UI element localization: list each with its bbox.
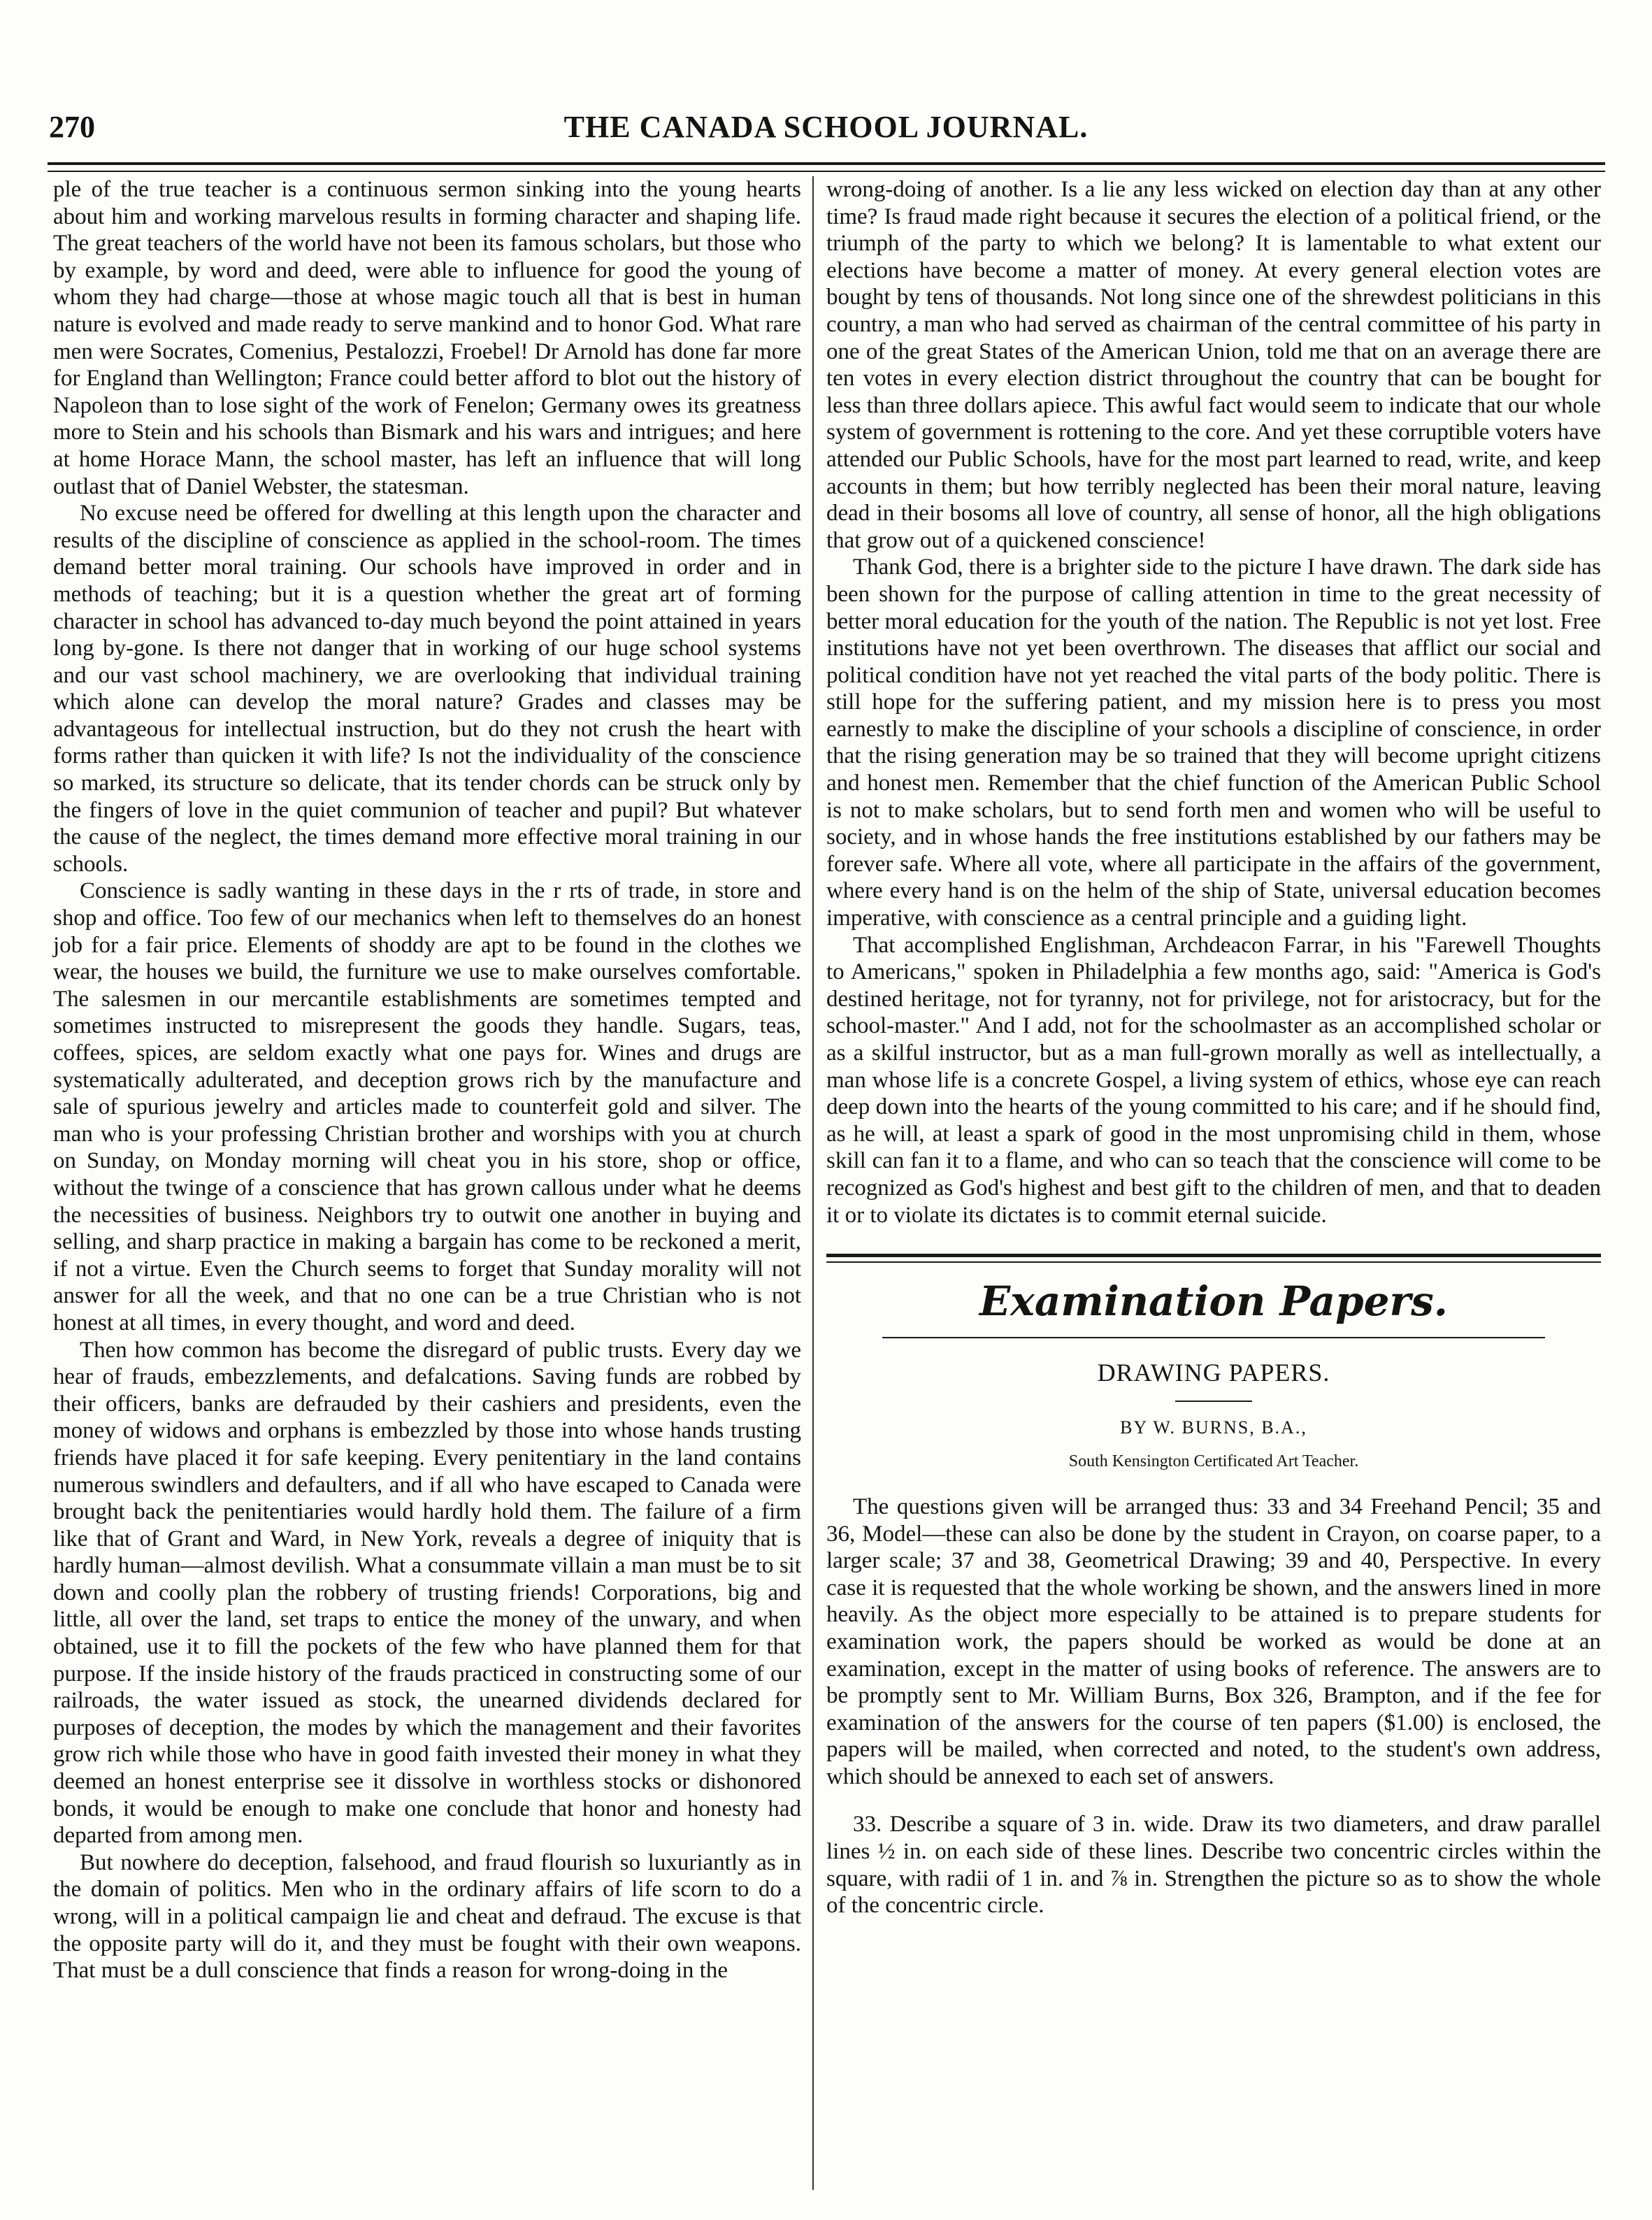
paragraph: That accomplished Englishman, Archdeacon Farrar, in his "Farewell Thoughts to Americans," spoken in Philadelphia a few months ago, said: "America is God's destined heritage, not for tyranny, not for privilege, not for aristocracy, but for the school-master." And I add, not for the schoolmaster as an accomplished scholar or as a skilful instructor, but as a man full-grown morally as well as intellectually, a man whose life is a concrete Gospel, a living system of ethics, whose eye can reach deep down into the hearts of the young committed to his care; and if he should find, as he will, at least a spark of good in the most unpromising child in them, whose skill can fan it to a flame, and who can so teach that the conscience will come to be recognized as God's highest and best gift to the children of men, and that to deaden it or to violate its dictates is to commit eternal suicide. [826, 932, 1601, 1228]
section-heading-rule [882, 1337, 1545, 1338]
page-number: 270 [49, 110, 95, 144]
column-divider [812, 176, 814, 2190]
left-column [53, 176, 801, 1984]
author-credential: South Kensington Certificated Art Teacher. [1068, 1452, 1359, 1471]
article-title: DRAWING PAPERS. [1097, 1359, 1330, 1387]
paragraph: ple of the true teacher is a continuous sermon sinking into the young hearts about him and working marvelous results in forming character and shaping life. The great teachers of the world have not been its famous scholars, but those who by example, by word and deed, were able to influence for good the young of whom they had charge—those at whose magic touch all that is best in human nature is evolved and made ready to serve mankind and to honor God. What rare men were Socrates, Comenius, Pestalozzi, Froebel! Dr Arnold has done far more for England than Wellington; France could better afford to blot out the history of Napoleon than to lose sight of the work of Fenelon; Germany owes its greatness more to Stein and his schools than Bismark and his wars and intrigues; and here at home Horace Mann, the school master, has left an influence that will long outlast that of Daniel Webster, the statesman. [53, 177, 801, 499]
header-rule-thin [48, 171, 1605, 172]
section-heading: Examination Papers. [979, 1277, 1448, 1326]
header-rule [48, 162, 1605, 165]
title-rule [1175, 1401, 1252, 1402]
question: 33. Describe a square of 3 in. wide. Draw its two diameters, and draw parallel lines ½ in. on each side of these lines. Describe two concentric circles within the square, with radii of 1 in. and ⅞ in. Strengthen the picture so as to show the whole of the concentric circle. [826, 1812, 1601, 1919]
right-column [826, 176, 1601, 1919]
paragraph: Conscience is sadly wanting in these days in the r rts of trade, in store and shop and office. Too few of our mechanics when left to themselves do an honest job for a fair price. Elements of shoddy are apt to be found in the clothes we wear, the houses we build, the furniture we use to make ourselves comfortable. The salesmen in our mercantile establishments are sometimes tempted and sometimes instructed to misrepresent the goods they handle. Sugars, teas, coffees, spices, are seldom exactly what one pays for. Wines and drugs are systematically adulterated, and deception grows rich by the manufacture and sale of spurious jewelry and articles made to counterfeit gold and silver. The man who is your professing Christian brother and worships with you at church on Sunday, on Monday morning will cheat you in his store, shop or office, without the twinge of a conscience that has grown callous under what he deems the necessities of business. Neighbors try to outwit one another in buying and selling, and sharp practice in making a bargain has come to be reckoned a merit, if not a virtue. Even the Church seems to forget that Sunday morality will not answer for all the week, and that no one can be a true Christian who is not honest at all times, in every thought, and word and deed. [53, 878, 801, 1335]
byline: BY W. BURNS, B.A., [1120, 1417, 1307, 1438]
section-rule-thin [826, 1261, 1601, 1263]
paragraph: No excuse need be offered for dwelling at this length upon the character and results of the discipline of conscience as applied in the school-room. The times demand better moral training. Our schools have improved in order and in methods of teaching; but it is a question whether the great art of forming character in school has advanced to-day much beyond the point attained in years long by-gone. Is there not danger that in working of our huge school systems and our vast school machinery, we are overlooking that individual training which alone can develop the moral nature? Grades and classes may be advantageous for intellectual instruction, but do they not crush the heart with forms rather than quicken it with life? Is not the individuality of the conscience so marked, its structure so delicate, that its tender chords can be struck only by the fingers of love in the quiet communion of teacher and pupil? But whatever the cause of the neglect, the times demand more effective moral training in our schools. [53, 501, 801, 877]
journal-title: THE CANADA SCHOOL JOURNAL. [563, 110, 1089, 144]
paragraph: Then how common has become the disregard of public trusts. Every day we hear of frauds, embezzlements, and defalcations. Saving funds are robbed by their officers, banks are defrauded by their cashiers and presidents, even the money of widows and orphans is embezzled by those into whose hands trusting friends have placed it for safe keeping. Every penitentiary in the land contains numerous swindlers and defaulters, and if all who have escaped to Canada were brought back the penitentiaries would hardly hold them. The failure of a firm like that of Grant and Ward, in New York, reveals a degree of iniquity that is hardly human—almost devilish. What a consummate villain a man must be to sit down and coolly plan the robbery of trusting friends! Corporations, big and little, all over the land, set traps to entice the money of the unwary, and when obtained, use it to fill the pockets of the few who have planned them for that purpose. If the inside history of the frauds practiced in constructing some of our railroads, the water issued as stock, the unearned dividends declared for purposes of deception, the modes by which the management and their favorites grow rich while those who have in good faith invested their money in what they deemed an honest enterprise see it dissolve in worthless stocks or dishonored bonds, it would be enough to make one conclude that honor and honesty had departed from among men. [53, 1337, 801, 1849]
section-rule [826, 1254, 1601, 1257]
paragraph: But nowhere do deception, falsehood, and fraud flourish so luxuriantly as in the domain of politics. Men who in the ordinary affairs of life scorn to do a wrong, will in a political campaign lie and cheat and defraud. The excuse is that the opposite party will do it, and they must be fought with their own weapons. That must be a dull conscience that finds a reason for wrong-doing in the [53, 1849, 801, 1984]
paragraph: wrong-doing of another. Is a lie any less wicked on election day than at any other time? Is fraud made right because it secures the election of a political friend, or the triumph of the party to which we belong? It is lamentable to what extent our elections have become a matter of money. At every general election votes are bought by tens of thousands. Not long since one of the shrewdest politicians in this country, a man who had served as chairman of the central committee of his party in one of the great States of the American Union, told me that on an average there are ten votes in every election district throughout the country that can be bought for less than three dollars apiece. This awful fact would seem to indicate that our whole system of government is rottening to the core. And yet these corruptible voters have attended our Public Schools, have for the most part learned to read, write, and keep accounts in them; but how terribly neglected has been their moral nature, leaving dead in their bosoms all love of country, all sense of honor, all the high obligations that grow out of a quickened conscience! [826, 177, 1601, 553]
spacer [826, 1790, 1601, 1811]
paragraph: Thank God, there is a brighter side to the picture I have drawn. The dark side has been shown for the purpose of calling attention in time to the great necessity of better moral education for the youth of the nation. The Republic is not yet lost. Free institutions have not yet been overthrown. The diseases that afflict our social and political condition have not yet reached the vital parts of the body politic. There is still hope for the suffering patient, and my mission here is to press you most earnestly to make the discipline of your schools a discipline of conscience, in order that the rising generation may be so trained that they will become upright citizens and honest men. Remember that the chief function of the American Public School is not to make scholars, but to send forth men and women who will be useful to society, and in whose hands the free institutions established by our fathers may be forever safe. Where all vote, where all participate in the affairs of the government, where every hand is on the helm of the ship of State, universal education becomes imperative, with conscience as a central principle and a guiding light. [826, 554, 1601, 931]
paragraph: The questions given will be arranged thus: 33 and 34 Freehand Pencil; 35 and 36, Model—these can also be done by the student in Crayon, on coarse paper, to a larger scale; 37 and 38, Geometrical Drawing; 39 and 40, Perspective. In every case it is requested that the whole working be shown, and the answers lined in more heavily. As the object more especially to be attained is to prepare students for examination work, the papers should be worked as would be done at an examination, except in the matter of using books of reference. The answers are to be promptly sent to Mr. William Burns, Box 326, Brampton, and if the fee for examination of the answers for the course of ten papers ($1.00) is enclosed, the papers will be mailed, when corrected and noted, to the student's own address, which should be annexed to each set of answers. [826, 1494, 1601, 1789]
